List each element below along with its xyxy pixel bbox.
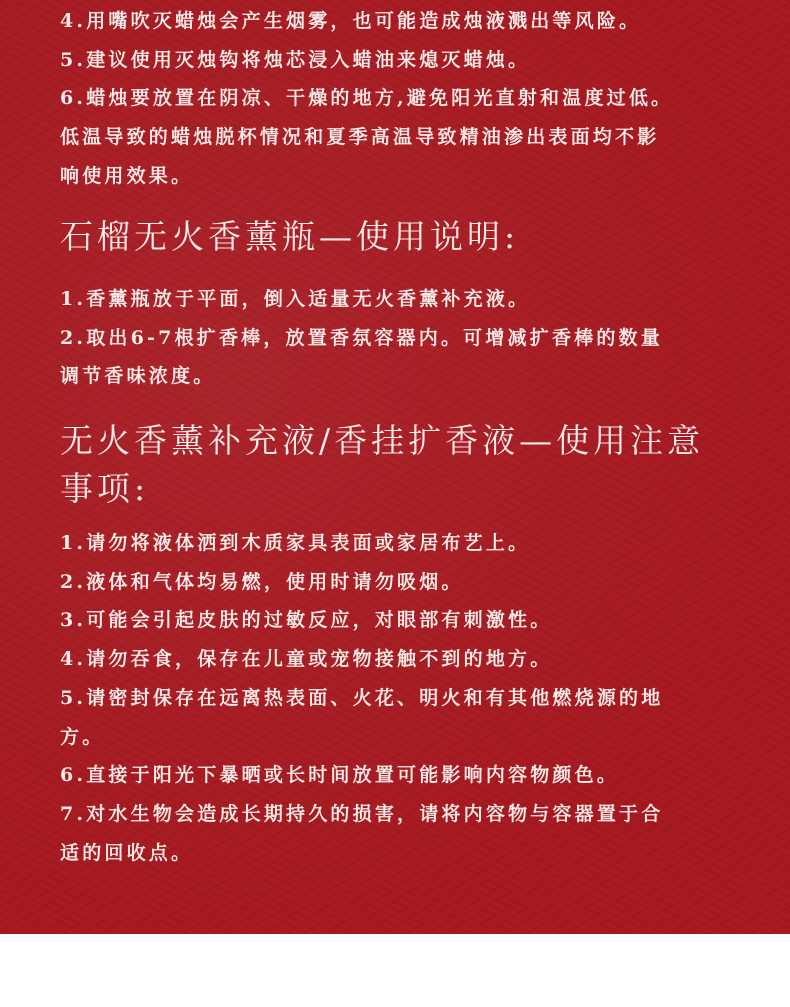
diffuser-usage-section [60,213,519,261]
candle-note-line: 5.建议使用灭烛钩将烛芯浸入蜡油来熄灭蜡烛。 [60,48,531,71]
refill-note-line: 适的回收点。 [60,841,194,864]
candle-note-line: 低温导致的蜡烛脱杯情况和夏季高温导致精油渗出表面均不影 [60,126,660,149]
refill-note-line: 3.可能会引起皮肤的过敏反应，对眼部有刺激性。 [60,609,553,632]
candle-note-line: 6.蜡烛要放置在阴凉、干燥的地方,避免阳光直射和温度过低。 [60,87,674,110]
refill-notes-section [60,417,704,513]
refill-notes-title: 无火香薰补充液/香挂扩香液—使用注意 [60,421,705,460]
candle-notes-section [60,2,673,196]
refill-note-line: 方。 [60,725,105,748]
candle-note-line: 响使用效果。 [60,164,194,187]
refill-note-line: 4.请勿吞食，保存在儿童或宠物接触不到的地方。 [60,648,553,671]
diffuser-usage-line: 调节香味浓度。 [60,365,216,388]
refill-note-line: 6.直接于阳光下暴晒或长时间放置可能影响内容物颜色。 [60,764,620,787]
diffuser-usage-title: 石榴无火香薰瓶—使用说明: [60,217,520,256]
refill-note-line: 2.液体和气体均易燃，使用时请勿吸烟。 [60,570,464,593]
bottom-white-margin [0,934,790,1007]
refill-notes-title-continued: 事项: [60,469,150,508]
refill-note-line: 7.对水生物会造成长期持久的损害，请将内容物与容器置于合 [60,802,664,825]
refill-note-line: 1.请勿将液体洒到木质家具表面或家居布艺上。 [60,532,531,554]
diffuser-usage-line: 2.取出6-7根扩香棒，放置香氛容器内。可增减扩香棒的数量 [60,326,663,349]
candle-note-line: 4.用嘴吹灭蜡烛会产生烟雾，也可能造成烛液溅出等风险。 [60,10,642,32]
refill-notes-lines [60,524,663,872]
refill-note-line: 5.请密封保存在远离热表面、火花、明火和有其他燃烧源的地 [60,686,664,709]
diffuser-usage-lines [60,280,663,396]
diffuser-usage-line: 1.香薰瓶放于平面，倒入适量无火香薰补充液。 [60,288,531,310]
